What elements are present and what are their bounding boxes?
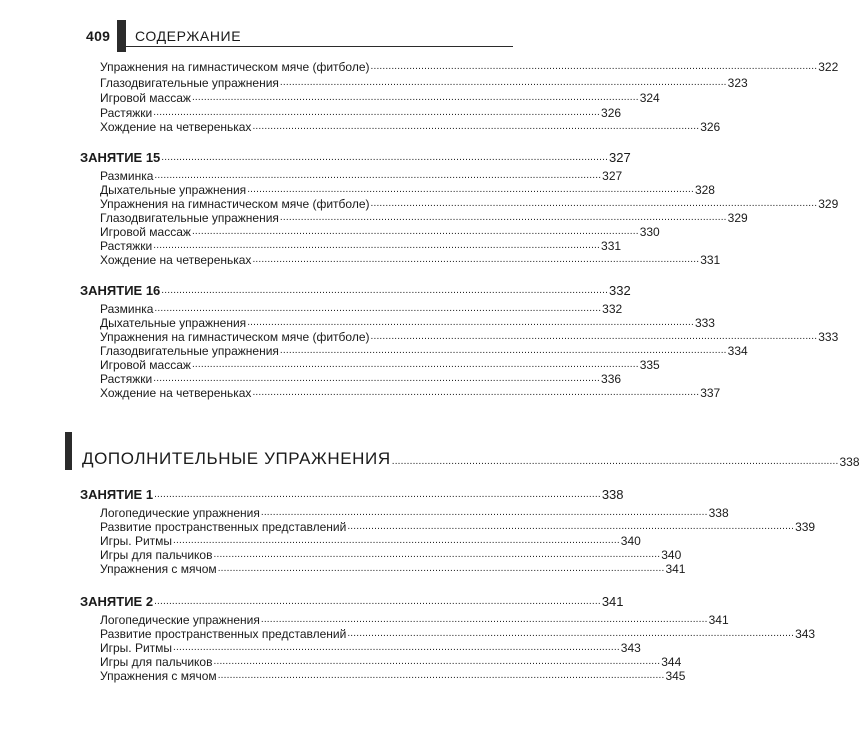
dot-leader: ...................................................................................................................................................... (154, 489, 601, 500)
toc-section-heading[interactable] (82, 449, 860, 469)
toc-entry[interactable] (100, 91, 660, 105)
toc-entry-label: Игровой массаж (100, 225, 191, 239)
toc-entry-page: 331 (601, 239, 622, 253)
toc-entry[interactable] (100, 627, 816, 641)
toc-entry-label: Растяжки (100, 106, 153, 120)
section-page: 338 (839, 455, 860, 469)
dot-leader: ...................................................................................................................................................... (153, 240, 601, 251)
toc-entry-page: 328 (694, 183, 715, 197)
toc-entry-label: Упражнения на гимнастическом мяче (фитболе) (100, 197, 370, 211)
toc-entry-page: 330 (639, 225, 660, 239)
dot-leader: ...................................................................................................................................................... (247, 317, 694, 328)
toc-entry-page: 344 (661, 655, 682, 669)
dot-leader: ...................................................................................................................................................... (173, 642, 620, 653)
toc-entry[interactable] (100, 183, 715, 197)
lesson-title: ЗАНЯТИЕ 16 (80, 283, 161, 298)
toc-entry-label: Игровой массаж (100, 358, 191, 372)
toc-entry-page: 322 (818, 60, 839, 74)
toc-entry[interactable] (100, 211, 748, 225)
toc-entry-page: 339 (795, 520, 816, 534)
dot-leader: ...................................................................................................................................................... (279, 212, 727, 223)
dot-leader: ...................................................................................................................................................... (252, 254, 700, 265)
dot-leader: ...................................................................................................................................................... (213, 656, 661, 667)
dot-leader: ...................................................................................................................................................... (153, 373, 601, 384)
section-bar (65, 432, 72, 470)
toc-entry[interactable] (100, 534, 641, 548)
toc-entry-page: 343 (620, 641, 641, 655)
toc-entry-label: Разминка (100, 169, 154, 183)
dot-leader: ...................................................................................................................................................... (154, 170, 602, 181)
dot-leader: ...................................................................................................................................................... (347, 628, 795, 639)
toc-entry-page: 336 (601, 372, 622, 386)
toc-entry-label: Логопедические упражнения (100, 613, 260, 627)
toc-entry[interactable] (100, 562, 686, 576)
toc-entry-label: Растяжки (100, 239, 153, 253)
lesson-page: 338 (601, 487, 624, 502)
dot-leader: ...................................................................................................................................................... (213, 549, 661, 560)
toc-entry[interactable] (100, 358, 660, 372)
toc-entry-page: 329 (727, 211, 748, 225)
toc-entry[interactable] (100, 548, 682, 562)
dot-leader: ...................................................................................................................................................... (173, 535, 620, 546)
toc-entry-page: 340 (661, 548, 682, 562)
toc-entry[interactable] (100, 169, 623, 183)
lesson-page: 332 (609, 283, 631, 298)
toc-lesson-heading[interactable] (80, 594, 624, 609)
toc-entry-page: 341 (665, 562, 686, 576)
toc-entry-label: Разминка (100, 302, 154, 316)
toc-entry-label: Упражнения на гимнастическом мяче (фитболе) (100, 60, 370, 74)
lesson-page: 341 (601, 594, 624, 609)
dot-leader: ...................................................................................................................................................... (252, 387, 700, 398)
toc-entry-page: 332 (602, 302, 623, 316)
dot-leader: ...................................................................................................................................................... (370, 61, 818, 72)
section-title: ДОПОЛНИТЕЛЬНЫЕ УПРАЖНЕНИЯ (82, 449, 391, 468)
page-header (0, 0, 600, 58)
toc-entry-page: 335 (639, 358, 660, 372)
toc-entry[interactable] (100, 316, 715, 330)
dot-leader: ...................................................................................................................................................... (154, 303, 602, 314)
toc-entry[interactable] (100, 106, 622, 120)
toc-entry[interactable] (100, 253, 721, 267)
toc-entry-page: 343 (795, 627, 816, 641)
toc-entry-page: 324 (639, 91, 660, 105)
toc-entry-label: Развитие пространственных представлений (100, 627, 347, 641)
toc-entry[interactable] (100, 60, 839, 74)
dot-leader: ...................................................................................................................................................... (252, 121, 700, 132)
toc-entry[interactable] (100, 225, 660, 239)
toc-entry[interactable] (100, 372, 622, 386)
header-title: СОДЕРЖАНИЕ (135, 28, 242, 44)
page-number: 409 (86, 28, 111, 44)
toc-entry[interactable] (100, 613, 729, 627)
toc-entry-page: 337 (700, 386, 721, 400)
header-rule (117, 46, 513, 47)
toc-entry-label: Дыхательные упражнения (100, 183, 247, 197)
dot-leader: ...................................................................................................................................................... (217, 670, 665, 681)
dot-leader: ...................................................................................................................................................... (370, 331, 818, 342)
toc-entry-label: Игры для пальчиков (100, 655, 213, 669)
toc-entry-page: 326 (700, 120, 721, 134)
toc-entry[interactable] (100, 506, 729, 520)
toc-entry-label: Дыхательные упражнения (100, 316, 247, 330)
toc-lesson-heading[interactable] (80, 150, 631, 165)
lesson-title: ЗАНЯТИЕ 1 (80, 487, 154, 502)
dot-leader: ...................................................................................................................................................... (247, 184, 694, 195)
toc-entry-label: Хождение на четвереньках (100, 253, 252, 267)
toc-entry-label: Игры. Ритмы (100, 641, 173, 655)
toc-entry-page: 326 (601, 106, 622, 120)
toc-entry-label: Глазодвигательные упражнения (100, 344, 279, 358)
toc-entry-label: Хождение на четвереньках (100, 120, 252, 134)
toc-entry-label: Развитие пространственных представлений (100, 520, 347, 534)
toc-entry[interactable] (100, 641, 641, 655)
toc-entry-label: Упражнения на гимнастическом мяче (фитболе) (100, 330, 370, 344)
dot-leader: ...................................................................................................................................................... (191, 226, 639, 237)
toc-entry-label: Упражнения с мячом (100, 669, 217, 683)
toc-entry[interactable] (100, 655, 682, 669)
dot-leader: ...................................................................................................................................................... (347, 521, 795, 532)
toc-lesson-heading[interactable] (80, 487, 624, 502)
toc-entry[interactable] (100, 330, 839, 344)
toc-entry[interactable] (100, 302, 623, 316)
dot-leader: ...................................................................................................................................................... (279, 345, 727, 356)
header-bar (117, 20, 126, 52)
toc-entry-label: Логопедические упражнения (100, 506, 260, 520)
toc-lesson-heading[interactable] (80, 283, 631, 298)
toc-entry-page: 327 (602, 169, 623, 183)
lesson-title: ЗАНЯТИЕ 2 (80, 594, 154, 609)
dot-leader: ...................................................................................................................................................... (260, 614, 708, 625)
toc-entry-label: Глазодвигательные упражнения (100, 211, 279, 225)
dot-leader: ...................................................................................................................................................... (279, 77, 727, 88)
toc-entry-page: 340 (620, 534, 641, 548)
toc-entry-page: 345 (665, 669, 686, 683)
toc-entry-label: Игровой массаж (100, 91, 191, 105)
toc-entry-label: Упражнения с мячом (100, 562, 217, 576)
dot-leader: ...................................................................................................................................................... (191, 92, 639, 103)
toc-entry[interactable] (100, 120, 721, 134)
lesson-title: ЗАНЯТИЕ 15 (80, 150, 161, 165)
toc-entry-page: 329 (818, 197, 839, 211)
toc-entry[interactable] (100, 520, 816, 534)
dot-leader: ...................................................................................................................................................... (391, 456, 839, 467)
toc-entry-label: Игры для пальчиков (100, 548, 213, 562)
toc-entry[interactable] (100, 76, 748, 90)
toc-entry[interactable] (100, 197, 839, 211)
dot-leader: ...................................................................................................................................................... (161, 152, 609, 163)
toc-entry-page: 338 (708, 506, 729, 520)
toc-entry-label: Хождение на четвереньках (100, 386, 252, 400)
dot-leader: ...................................................................................................................................................... (154, 596, 601, 607)
dot-leader: ...................................................................................................................................................... (153, 107, 601, 118)
toc-entry-page: 333 (694, 316, 715, 330)
toc-entry-page: 331 (700, 253, 721, 267)
toc-entry-label: Растяжки (100, 372, 153, 386)
toc-entry-page: 334 (727, 344, 748, 358)
toc-entry-label: Игры. Ритмы (100, 534, 173, 548)
dot-leader: ...................................................................................................................................................... (217, 563, 665, 574)
toc-entry-label: Глазодвигательные упражнения (100, 76, 279, 90)
dot-leader: ...................................................................................................................................................... (161, 285, 609, 296)
toc-entry[interactable] (100, 344, 748, 358)
dot-leader: ...................................................................................................................................................... (260, 507, 708, 518)
toc-entry-page: 333 (818, 330, 839, 344)
toc-entry-page: 341 (708, 613, 729, 627)
toc-entry[interactable] (100, 386, 721, 400)
toc-entry[interactable] (100, 239, 622, 253)
toc-entry[interactable] (100, 669, 686, 683)
lesson-page: 327 (609, 150, 631, 165)
toc-entry-page: 323 (727, 76, 748, 90)
dot-leader: ...................................................................................................................................................... (370, 198, 818, 209)
dot-leader: ...................................................................................................................................................... (191, 359, 639, 370)
